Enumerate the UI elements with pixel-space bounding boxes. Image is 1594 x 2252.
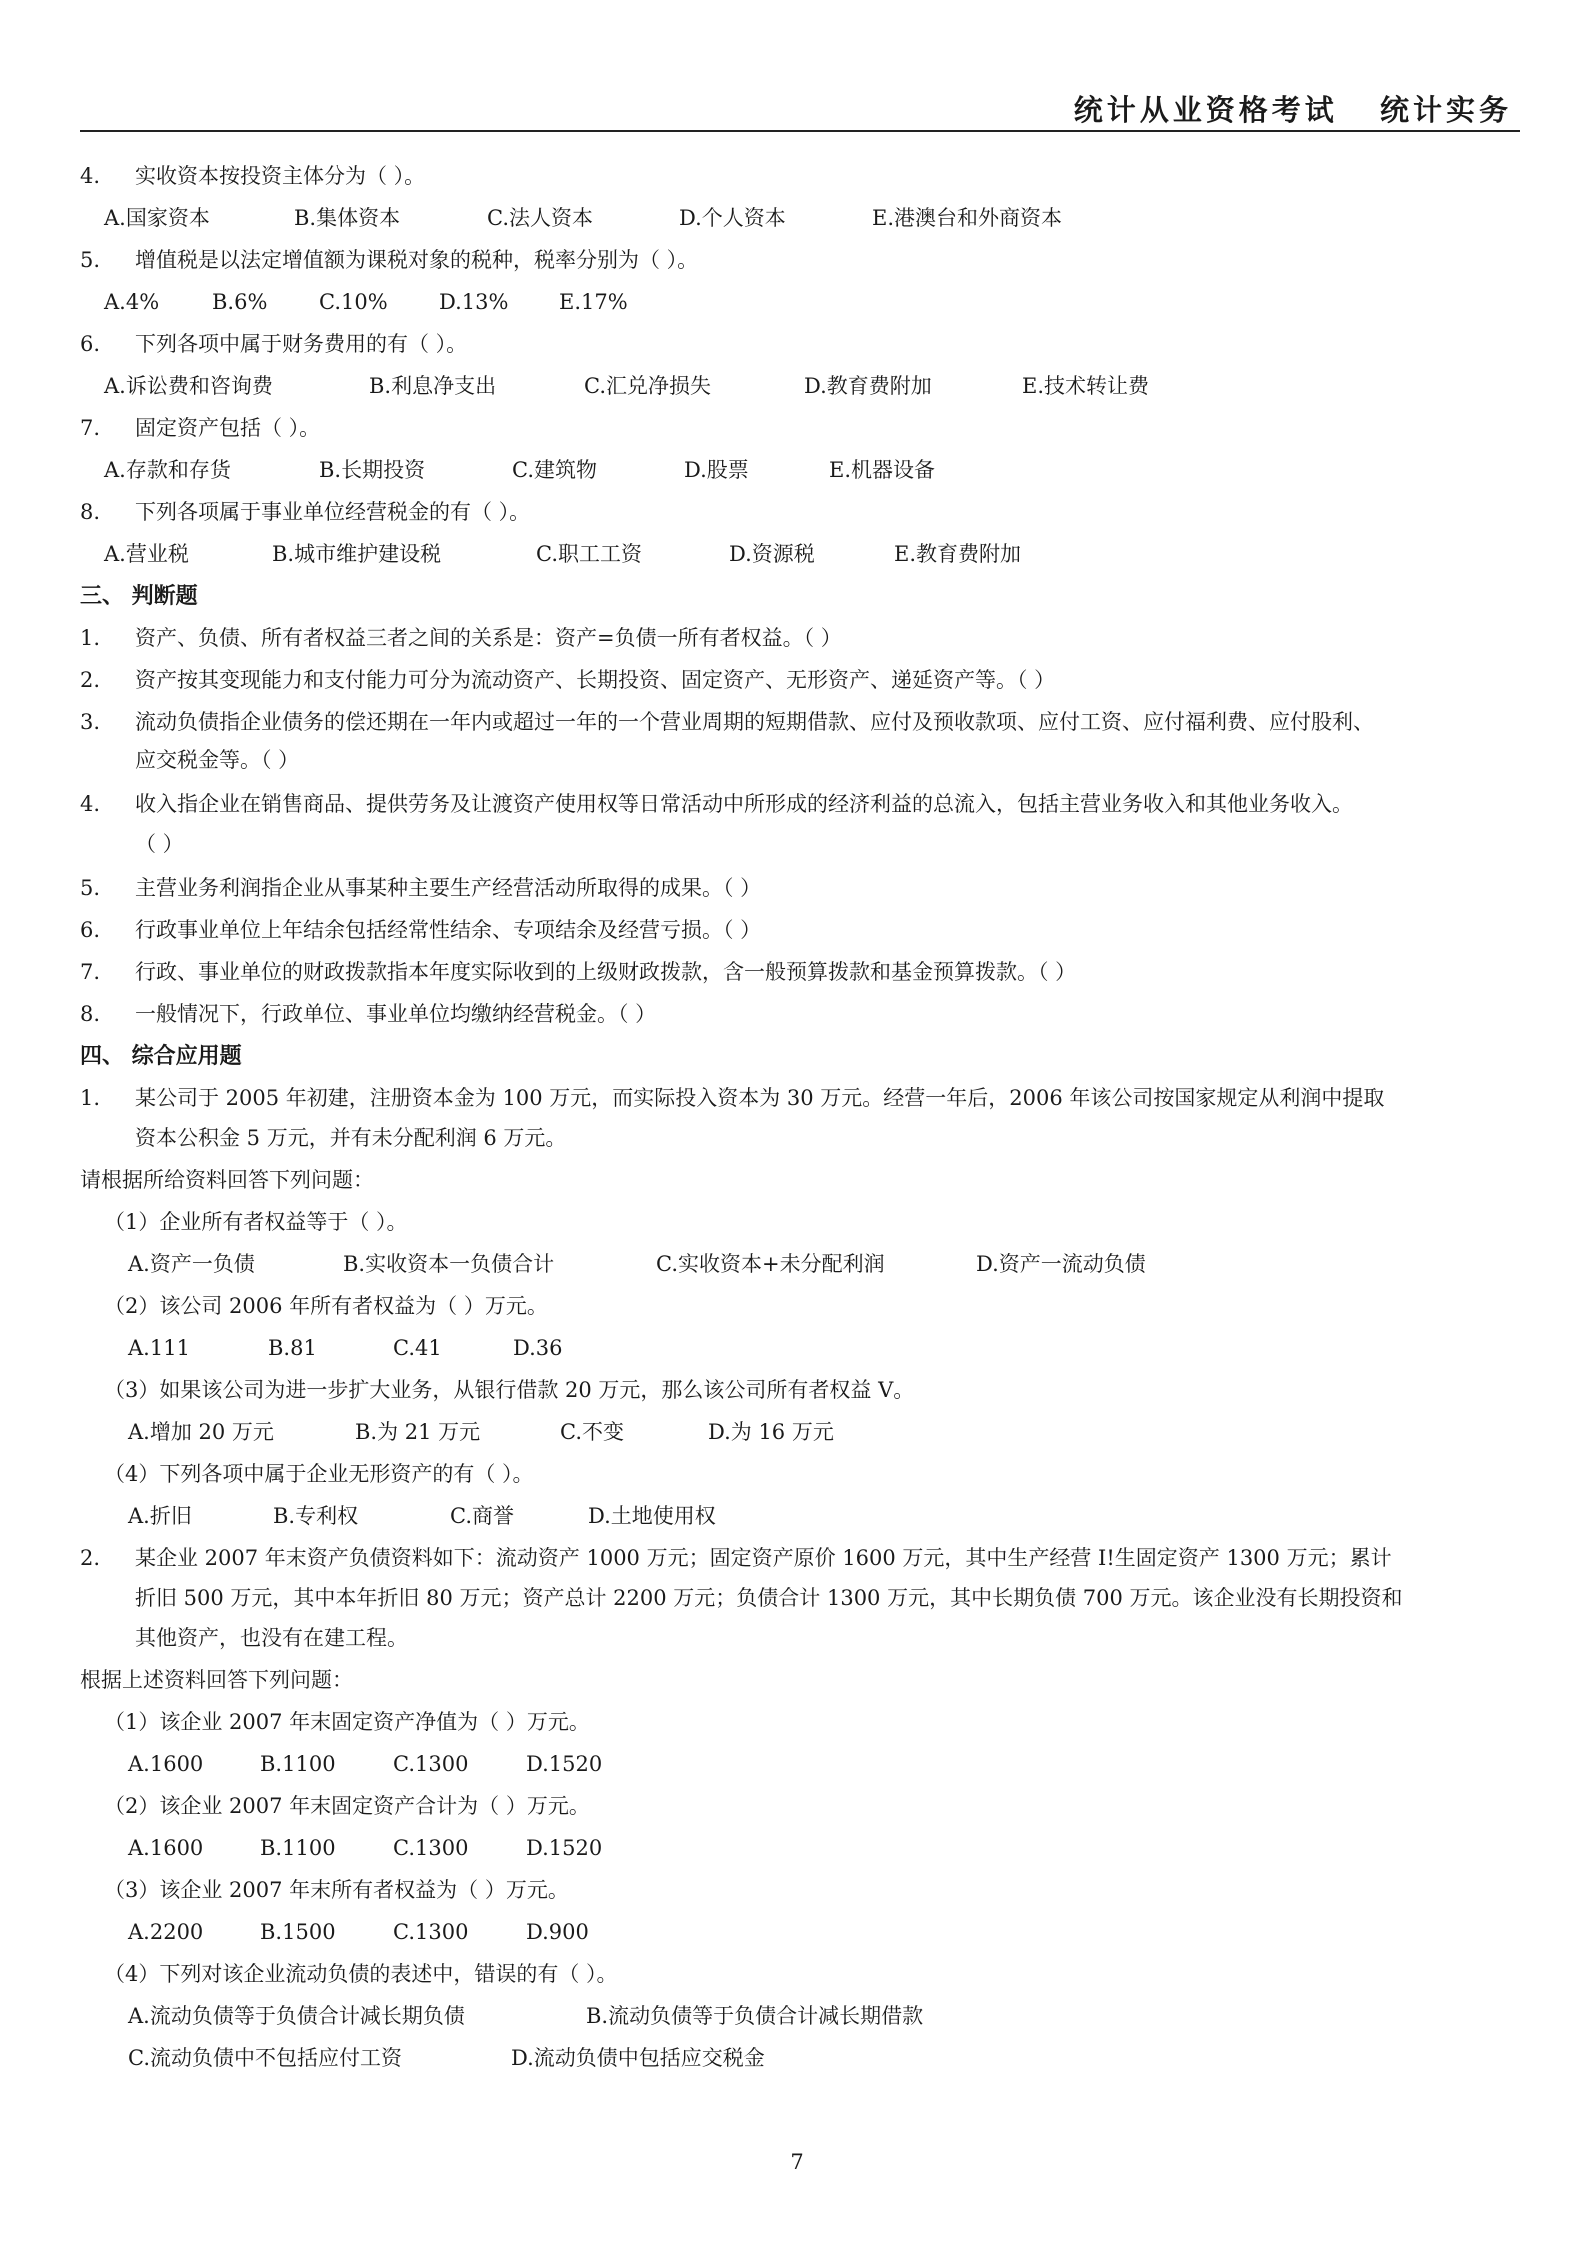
question-number: 8. — [80, 500, 101, 524]
option: D.1520 — [526, 1752, 603, 1776]
question-text: 收入指企业在销售商品、提供劳务及让渡资产使用权等日常活动中所形成的经济利益的总流入，包括主营业务收入和其他业务收入。 — [135, 792, 1353, 816]
question-number: 7. — [80, 416, 101, 440]
option: D.36 — [513, 1336, 563, 1360]
option: D.为 16 万元 — [708, 1420, 834, 1444]
sub-question: （1）企业所有者权益等于（ ）。 — [104, 1210, 408, 1234]
option: C.1300 — [393, 1752, 469, 1776]
sub-question: （2）该企业 2007 年末固定资产合计为（ ）万元。 — [104, 1794, 590, 1818]
option: A.折旧 — [128, 1504, 192, 1528]
option: D.股票 — [684, 458, 749, 482]
option: D.资产一流动负债 — [976, 1252, 1146, 1276]
option: A.营业税 — [104, 542, 189, 566]
sub-question: （3）该企业 2007 年末所有者权益为（ ）万元。 — [104, 1878, 569, 1902]
option: B.长期投资 — [319, 458, 426, 482]
option: B.集体资本 — [294, 206, 401, 230]
option: B.流动负债等于负债合计减长期借款 — [586, 2004, 924, 2028]
question-text: 行政、事业单位的财政拨款指本年度实际收到的上级财政拨款，含一般预算拨款和基金预算拨款。（ ） — [135, 960, 1077, 984]
option: B.1500 — [260, 1920, 336, 1944]
section-title: 四、 综合应用题 — [80, 1043, 242, 1069]
question-text: 行政事业单位上年结余包括经常性结余、专项结余及经营亏损。（ ） — [135, 918, 762, 942]
option: C.不变 — [560, 1420, 624, 1444]
question-text: 资本公积金 5 万元，并有未分配利润 6 万元。 — [135, 1126, 567, 1150]
option: C.建筑物 — [512, 458, 597, 482]
question-text: 主营业务利润指企业从事某种主要生产经营活动所取得的成果。（ ） — [135, 876, 762, 900]
question-number: 7. — [80, 960, 101, 984]
option: C.汇兑净损失 — [584, 374, 711, 398]
question-text: 某企业 2007 年末资产负债资料如下：流动资产 1000 万元；固定资产原价 1600 万元，其中生产经营 I!生固定资产 1300 万元；累计 — [135, 1546, 1392, 1570]
question-text: 一般情况下，行政单位、事业单位均缴纳经营税金。（ ） — [135, 1002, 657, 1026]
sub-question: （2）该公司 2006 年所有者权益为（ ）万元。 — [104, 1294, 548, 1318]
question-text: 实收资本按投资主体分为（ ）。 — [135, 164, 426, 188]
question-text: 某公司于 2005 年初建，注册资本金为 100 万元，而实际投入资本为 30 万元。经营一年后，2006 年该公司按国家规定从利润中提取 — [135, 1086, 1385, 1110]
option: D.土地使用权 — [588, 1504, 716, 1528]
option: C.商誉 — [450, 1504, 514, 1528]
option: B.专利权 — [273, 1504, 359, 1528]
question-number: 4. — [80, 164, 101, 188]
option: A.资产一负债 — [128, 1252, 255, 1276]
option: A.4% — [104, 290, 160, 314]
option: C.法人资本 — [487, 206, 593, 230]
question-number: 5. — [80, 248, 101, 272]
question-text: 其他资产，也没有在建工程。 — [135, 1626, 408, 1650]
option: E.技术转让费 — [1022, 374, 1150, 398]
question-number: 2. — [80, 668, 101, 692]
question-text: 资产按其变现能力和支付能力可分为流动资产、长期投资、固定资产、无形资产、递延资产等。（ ） — [135, 668, 1056, 692]
question-number: 4. — [80, 792, 101, 816]
sub-question: （3）如果该公司为进一步扩大业务，从银行借款 20 万元，那么该公司所有者权益 V。 — [104, 1378, 915, 1402]
case-prompt: 根据上述资料回答下列问题： — [80, 1668, 353, 1692]
option: E.港澳台和外商资本 — [872, 206, 1063, 230]
option: C.1300 — [393, 1836, 469, 1860]
option: D.资源税 — [729, 542, 815, 566]
question-text: 下列各项属于事业单位经营税金的有（ ）。 — [135, 500, 531, 524]
option: D.教育费附加 — [804, 374, 932, 398]
option: C.实收资本+未分配利润 — [656, 1252, 885, 1276]
question-text: 下列各项中属于财务费用的有（ ）。 — [135, 332, 468, 356]
question-text: 应交税金等。（ ） — [135, 748, 300, 772]
sub-question: （4）下列各项中属于企业无形资产的有（ ）。 — [104, 1462, 534, 1486]
question-number: 6. — [80, 332, 101, 356]
question-text: 增值税是以法定增值额为课税对象的税种，税率分别为（ ）。 — [135, 248, 699, 272]
option: A.流动负债等于负债合计减长期负债 — [128, 2004, 465, 2028]
question-text: 折旧 500 万元，其中本年折旧 80 万元；资产总计 2200 万元；负债合计 1300 万元，其中长期负债 700 万元。该企业没有长期投资和 — [135, 1586, 1403, 1610]
option: C.41 — [393, 1336, 442, 1360]
header-title: 统计从业资格考试 统计实务 — [1073, 93, 1512, 127]
option: D.900 — [526, 1920, 589, 1944]
option: A.1600 — [128, 1752, 204, 1776]
question-text: 流动负债指企业债务的偿还期在一年内或超过一年的一个营业周期的短期借款、应付及预收款项、应付工资、应付福利费、应付股利、 — [135, 710, 1374, 734]
option: C.职工工资 — [536, 542, 642, 566]
question-number: 2. — [80, 1546, 101, 1570]
option: A.增加 20 万元 — [128, 1420, 274, 1444]
option: B.利息净支出 — [369, 374, 497, 398]
option: E.17% — [559, 290, 628, 314]
option: A.111 — [128, 1336, 190, 1360]
option: C.流动负债中不包括应付工资 — [128, 2046, 402, 2070]
option: A.2200 — [128, 1920, 204, 1944]
option: E.机器设备 — [829, 458, 936, 482]
sub-question: （1）该企业 2007 年末固定资产净值为（ ）万元。 — [104, 1710, 590, 1734]
question-number: 3. — [80, 710, 101, 734]
option: C.10% — [319, 290, 388, 314]
sub-question: （4）下列对该企业流动负债的表述中，错误的有（ ）。 — [104, 1962, 618, 1986]
question-number: 6. — [80, 918, 101, 942]
question-number: 5. — [80, 876, 101, 900]
option: D.个人资本 — [679, 206, 786, 230]
question-number: 1. — [80, 1086, 101, 1110]
option: A.1600 — [128, 1836, 204, 1860]
option: A.诉讼费和咨询费 — [104, 374, 273, 398]
option: B.81 — [268, 1336, 317, 1360]
option: B.为 21 万元 — [355, 1420, 481, 1444]
page-number: 7 — [790, 2150, 804, 2174]
option: B.1100 — [260, 1836, 336, 1860]
section-title: 三、 判断题 — [80, 583, 198, 609]
page-header — [80, 82, 1520, 132]
option: B.实收资本一负债合计 — [343, 1252, 555, 1276]
question-text: 固定资产包括（ ）。 — [135, 416, 321, 440]
option: D.1520 — [526, 1836, 603, 1860]
option: D.流动负债中包括应交税金 — [511, 2046, 765, 2070]
question-text: 资产、负债、所有者权益三者之间的关系是：资产=负债一所有者权益。（ ） — [135, 626, 842, 650]
option: E.教育费附加 — [894, 542, 1022, 566]
question-number: 8. — [80, 1002, 101, 1026]
option: C.1300 — [393, 1920, 469, 1944]
option: B.1100 — [260, 1752, 336, 1776]
option: A.存款和存货 — [104, 458, 231, 482]
question-number: 1. — [80, 626, 101, 650]
case-prompt: 请根据所给资料回答下列问题： — [80, 1168, 374, 1192]
option: A.国家资本 — [104, 206, 210, 230]
question-text: （ ） — [135, 832, 184, 856]
option: D.13% — [439, 290, 509, 314]
option: B.城市维护建设税 — [272, 542, 442, 566]
option: B.6% — [212, 290, 268, 314]
